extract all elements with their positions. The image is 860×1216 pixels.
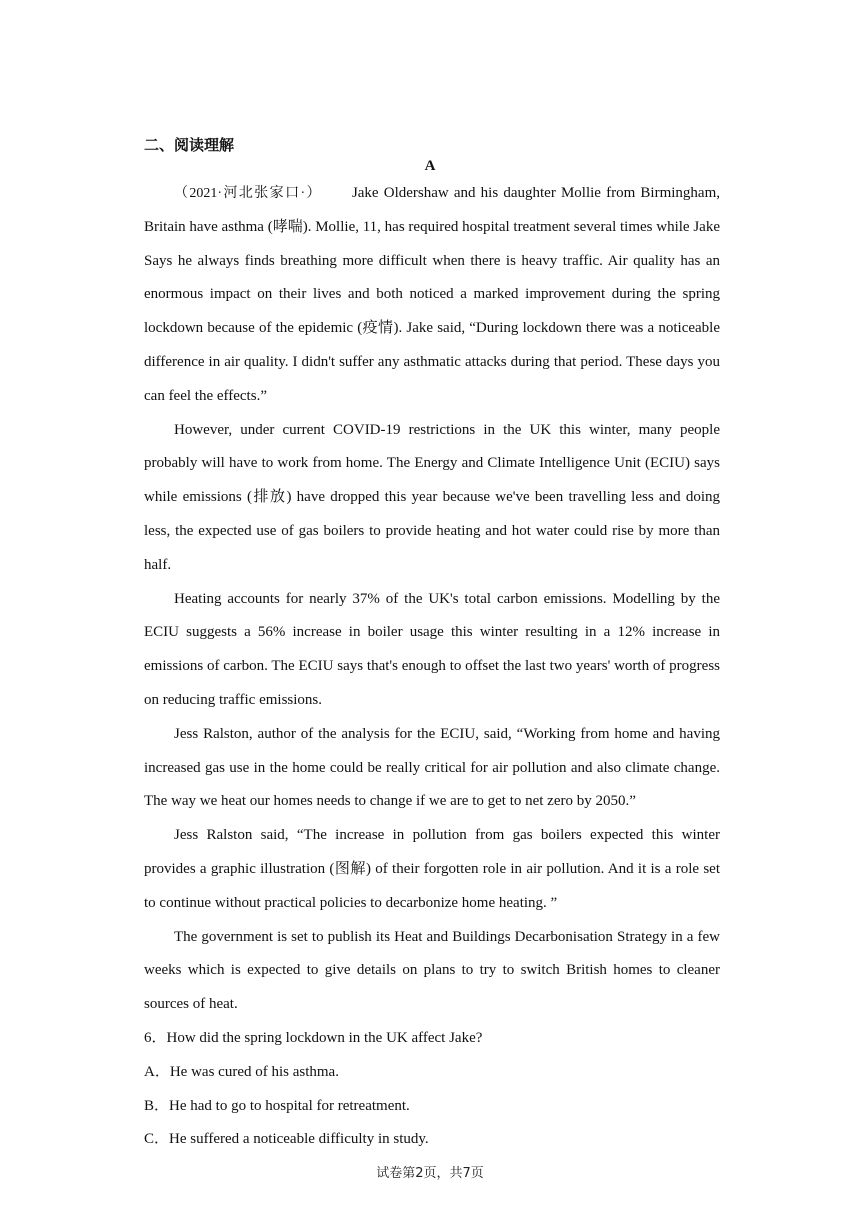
passage-paragraph-3: Heating accounts for nearly 37% of the UK's total carbon emissions. Modelling by the ECIU suggests a 56% increase in boiler usage this winter resulting in a 12% increase in emissions of carbon. The ECIU says that's enough to offset the last two years' worth of progress on reducing traffic emissions.	[144, 590, 720, 708]
question-6	[144, 1022, 720, 1056]
question-text: How did the spring lockdown in the UK affect Jake?	[166, 1029, 483, 1046]
answer-options	[144, 1056, 720, 1157]
passage-paragraph-4: Jess Ralston, author of the analysis for the ECIU, said, “Working from home and having increased gas use in the home could be really critical for air pollution and also climate change. The way we heat our homes needs to change if we are to get to net zero by 2050.”	[144, 725, 720, 810]
passage-title: A	[424, 158, 436, 174]
option-letter: A．	[144, 1063, 170, 1080]
question-number: 6．	[144, 1029, 167, 1046]
option-letter: B．	[144, 1097, 170, 1114]
option-text: He had to go to hospital for retreatment.	[169, 1097, 410, 1114]
passage-paragraph-1	[144, 177, 720, 414]
option-text: He was cured of his asthma.	[169, 1063, 339, 1080]
passage-paragraph-5: Jess Ralston said, “The increase in pollution from gas boilers expected this winter provides a graphic illustration (图解) of their forgotten role in air pollution. And it is a role set to continue without practical policies to decarbonize home heating. ”	[144, 827, 720, 911]
option-b[interactable]	[144, 1090, 720, 1124]
passage-paragraph-2: However, under current COVID-19 restrictions in the UK this winter, many people probably will have to work from home. The Energy and Climate Intelligence Unit (ECIU) says while emissions (排放) have dropped this year because we've been travelling less and doing less, the expected use of gas boilers to provide heating and hot water could rise by more than half.	[144, 421, 720, 573]
passage-paragraph-6: The government is set to publish its Heat and Buildings Decarbonisation Strategy in a few weeks which is expected to give details on plans to try to switch British homes to cleaner sources of heat.	[144, 928, 720, 1013]
passage-source: （2021·河北张家口·）	[174, 186, 322, 201]
paragraph-text: Jake Oldershaw and his daughter Mollie from Birmingham, Britain have asthma (哮喘). Mollie, 11, has required hospital treatment several times while Jake Says he always finds breathing more difficult when there is heavy traffic. Air quality has an enormous impact on their lives and both noticed a marked improvement during the spring lockdown because of the epidemic (疫情). Jake said, “During lockdown there was a noticeable difference in air quality. I didn't suffer any asthmatic attacks during that period. These days you can feel the effects.”	[144, 185, 720, 404]
option-a[interactable]	[144, 1056, 720, 1090]
option-c[interactable]	[144, 1123, 720, 1157]
option-text: He suffered a noticeable difficulty in study.	[169, 1131, 429, 1148]
option-letter: C．	[144, 1131, 170, 1148]
passage-body	[144, 177, 720, 1157]
page-footer: 试卷第2页，共7页	[376, 1166, 484, 1181]
section-heading: 二、阅读理解	[144, 136, 235, 154]
